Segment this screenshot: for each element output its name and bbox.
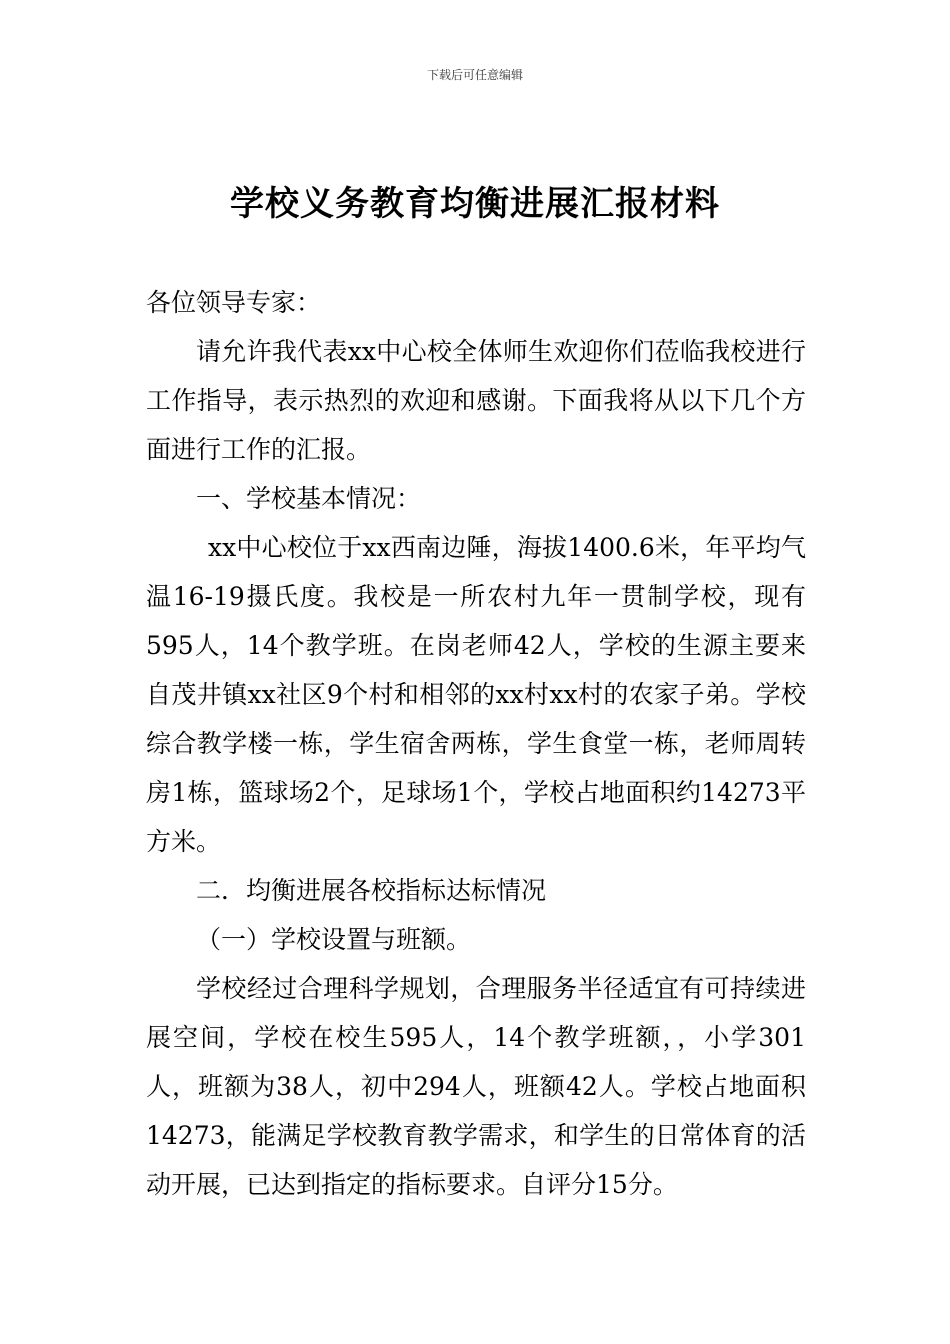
- section-heading-2: 二．均衡进展各校指标达标情况: [196, 876, 547, 905]
- school-overview-paragraph: xx中心校位于xx西南边陲，海拔1400.6米，年平均气温16-19摄氏度。我校是一所农村九年一贯制学校，现有595人，14个教学班。在岗老师42人，学校的生源主要来自茂井镇xx社区9个村和相邻的xx村xx村的农家子弟。学校综合教学楼一栋，学生宿舍两栋，学生食堂一栋，老师周转房1栋，篮球场2个，足球场1个，学校占地面积约14273平方米。: [146, 533, 806, 856]
- page-header-note: 下载后可任意编辑: [426, 68, 523, 82]
- class-size-paragraph: 学校经过合理科学规划，合理服务半径适宜有可持续进展空间，学校在校生595人，14个教学班额，，小学301人，班额为38人，初中294人，班额42人。学校占地面积14273，能满足学校教育教学需求，和学生的日常体育的活动开展，已达到指定的指标要求。自评分15分。: [146, 974, 806, 1199]
- greeting-paragraph: 各位领导专家：: [146, 288, 322, 317]
- document-body: [146, 278, 806, 1209]
- intro-paragraph: 请允许我代表xx中心校全体师生欢迎你们莅临我校进行工作指导，表示热烈的欢迎和感谢。下面我将从以下几个方面进行工作的汇报。: [146, 337, 806, 464]
- subsection-heading-1: （一）学校设置与班额。: [196, 925, 472, 954]
- document-title: 学校义务教育均衡进展汇报材料: [230, 184, 720, 224]
- section-heading-1: 一、学校基本情况：: [196, 484, 422, 513]
